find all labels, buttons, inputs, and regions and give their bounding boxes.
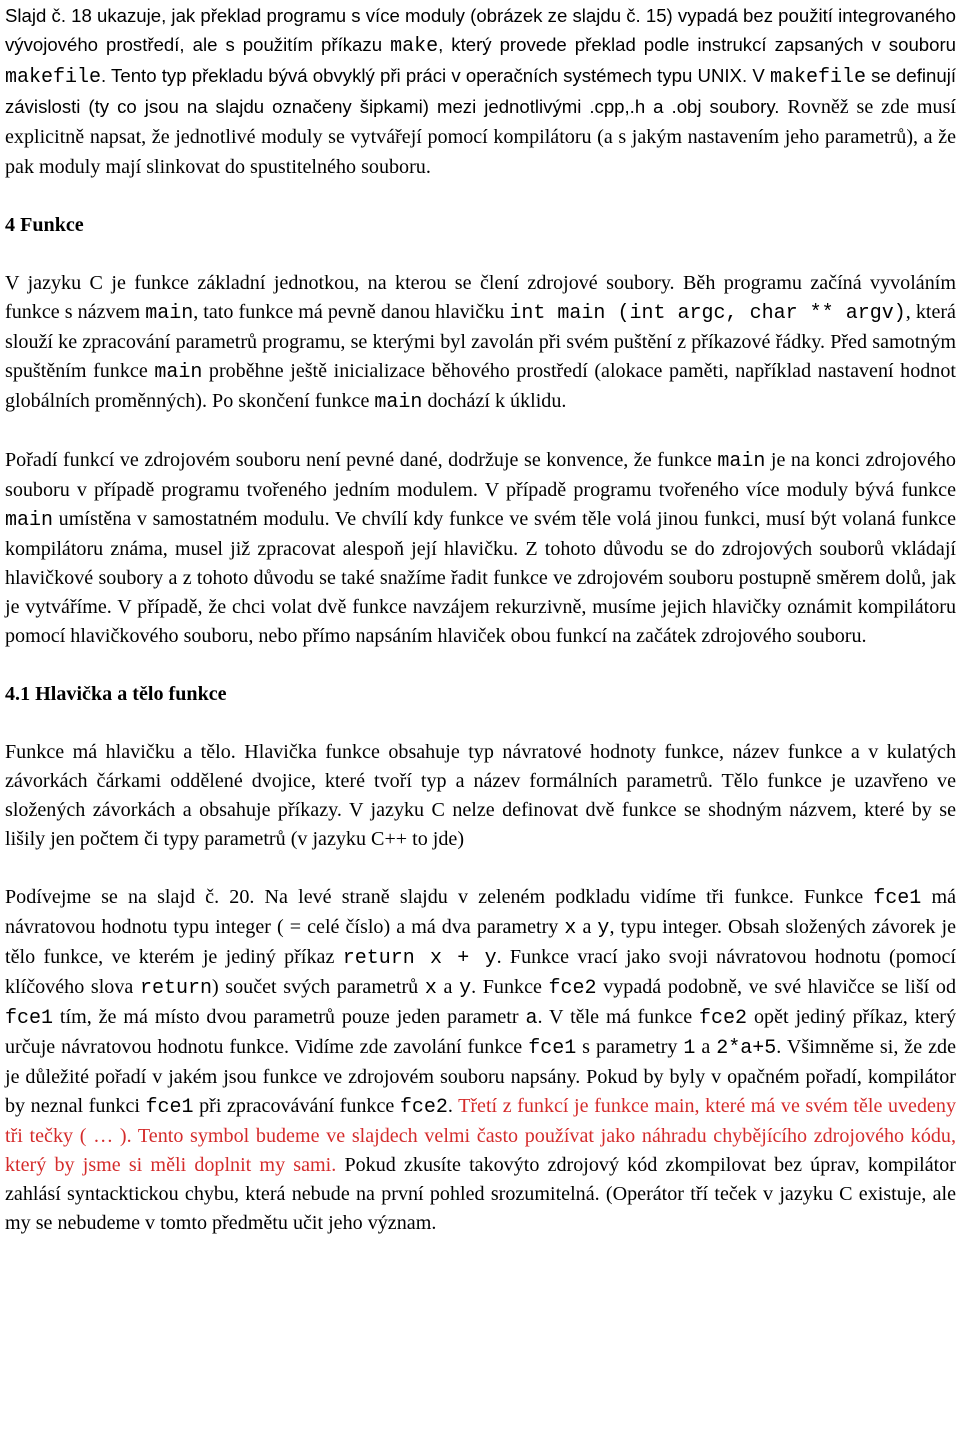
- highlighted-note: Třetí z funkcí je funkce main, které má ve svém těle uvedeny tři tečky ( … ). Tento symbol budeme ve slajdech velmi často používat jako náhradu chybějícího zdrojového kódu, který by jsme si měli doplnit my sami.: [5, 1095, 957, 1176]
- code-a: a: [525, 1007, 538, 1030]
- spacer: [5, 240, 956, 269]
- code-x: x: [424, 977, 437, 1000]
- code-fce1: fce1: [528, 1037, 577, 1060]
- code-fce2: fce2: [548, 977, 597, 1000]
- code-fce2: fce2: [399, 1096, 448, 1119]
- code-1: 1: [683, 1037, 696, 1060]
- spacer: [5, 854, 956, 883]
- code-fce1: fce1: [145, 1096, 194, 1119]
- code-fce2: fce2: [699, 1007, 748, 1030]
- code-fce1: fce1: [873, 887, 922, 910]
- code-main: main: [717, 450, 766, 473]
- code-return: return: [139, 977, 212, 1000]
- paragraph-function-order: Pořadí funkcí ve zdrojovém souboru není pevné dané, dodržuje se konvence, že funkce main je na konci zdrojového souboru v případě programu tvořeného jedním modulem. V případě programu tvořeného více moduly bývá funkce main umístěna v samostatném modulu. Ve chvílí kdy funkce ve svém těle volá jinou funkci, musí být volaná funkce kompilátoru známa, musel již zpracovat alespoň její hlavičku. Z tohoto důvodu se do zdrojových souborů vkládají hlavičkové soubory a z tohoto důvodu se také snažíme řadit funkce ve zdrojovém souboru postupně směrem dolů, jak je vytváříme. V případě, že chci volat dvě funkce navzájem rekurzivně, musíme jejich hlavičky oznámit kompilátoru pomocí hlavičkového souboru, nebo přímo napsáním hlaviček obou funkcí na začátek zdrojového souboru.: [5, 449, 956, 647]
- spacer: [5, 709, 956, 738]
- code-makefile: makefile: [5, 66, 102, 89]
- code-y: y: [459, 977, 472, 1000]
- spacer: [5, 182, 956, 211]
- code-makefile: makefile: [769, 66, 866, 89]
- code-y: y: [597, 917, 610, 940]
- heading-4-funkce: 4 Funkce: [5, 214, 84, 236]
- code-main: main: [5, 509, 54, 532]
- paragraph-header-body: Funkce má hlavičku a tělo. Hlavička funkce obsahuje typ návratové hodnoty funkce, název funkce a v kulatých závorkách čárkami oddělené dvojice, které tvoří typ a název formálních parametrů. Tělo funkce je uzavřeno ve složených závorkách a obsahuje příkazy. V jazyku C nelze definovat dvě funkce se shodným názvem, které by se lišily jen počtem či typy parametrů (v jazyku C++ to jde): [5, 741, 956, 850]
- code-main-signature: int main (int argc, char ** argv): [509, 302, 906, 325]
- heading-4-1-hlavicka: 4.1 Hlavička a tělo funkce: [5, 683, 227, 705]
- paragraph-slide-20: Podívejme se na slajd č. 20. Na levé straně slajdu v zeleném podkladu vidíme tři funkce. Funkce fce1 má návratovou hodnotu typu integer ( = celé číslo) a má dva parametry x a y, typu integer. Obsah složených závorek je tělo funkce, ve kterém je jediný příkaz return x + y. Funkce vrací jako svoji návratovou hodnotu (pomocí klíčového slova return) součet svých parametrů x a y. Funkce fce2 vypadá podobně, ve své hlavičce se liší od fce1 tím, že má místo dvou parametrů pouze jeden parametr a. V těle má funkce fce2 opět jediný příkaz, který určuje návratovou hodnotu funkce. Vidíme zde zavolání funkce fce1 s parametry 1 a 2*a+5. Všimněme si, že zde je důležité pořadí v jakém jsou funkce ve zdrojovém souboru napsány. Pokud by byly v opačném pořadí, kompilátor by neznal funkci fce1 při zpracovávání funkce fce2. Třetí z funkcí je funkce main, které má ve svém těle uvedeny tři tečky ( … ). Tento symbol budeme ve slajdech velmi často používat jako náhradu chybějícího zdrojového kódu, který by jsme si měli doplnit my sami. Pokud zkusíte takovýto zdrojový kód zkompilovat bez úprav, kompilátor zahlásí syntacktickou chybu, která nebude na první pohled srozumitelná. (Operátor tří teček v jazyku C existuje, ale my se nebudeme v tomto předmětu učit jeho význam.: [5, 886, 957, 1234]
- code-2a5: 2*a+5: [716, 1037, 777, 1060]
- spacer: [5, 417, 956, 446]
- paragraph-main-function: V jazyku C je funkce základní jednotkou, na kterou se člení zdrojové soubory. Běh programu začíná vyvoláním funkce s názvem main, tato funkce má pevně danou hlavičku int main (int argc, char ** argv), která slouží ke zpracování parametrů programu, se kterými byl zavolán při svém puštění z příkazové řádky. Před samotným spuštěním funkce main proběhne ještě inicializace běhového prostředí (alokace paměti, například nastavení hodnot globálních proměnných). Po skončení funkce main dochází k úklidu.: [5, 272, 956, 414]
- code-main: main: [154, 361, 203, 384]
- code-make: make: [390, 35, 439, 58]
- paragraph-makefile: Slajd č. 18 ukazuje, jak překlad programu s více moduly (obrázek ze slajdu č. 15) vypadá bez použití integrovaného vývojového prostředí, ale s použitím příkazu make, který provede překlad podle instrukcí zapsaných v souboru makefile. Tento typ překladu bývá obvyklý při práci v operačních systémech typu UNIX. V makefile se definují závislosti (ty co jsou na slajdu označeny šipkami) mezi jednotlivými .cpp,.h a .obj soubory. Rovněž se zde musí explicitně napsat, že jednotlivé moduly se vytvářejí pomocí kompilátoru (a s jakým nastavením jeho parametrů), a že pak moduly mají slinkovat do spustitelného souboru.: [5, 5, 956, 178]
- code-main: main: [145, 302, 194, 325]
- code-fce1: fce1: [5, 1007, 54, 1030]
- code-return-x-y: return x + y: [342, 947, 497, 970]
- spacer: [5, 651, 956, 680]
- code-main: main: [374, 391, 423, 414]
- code-x: x: [564, 917, 577, 940]
